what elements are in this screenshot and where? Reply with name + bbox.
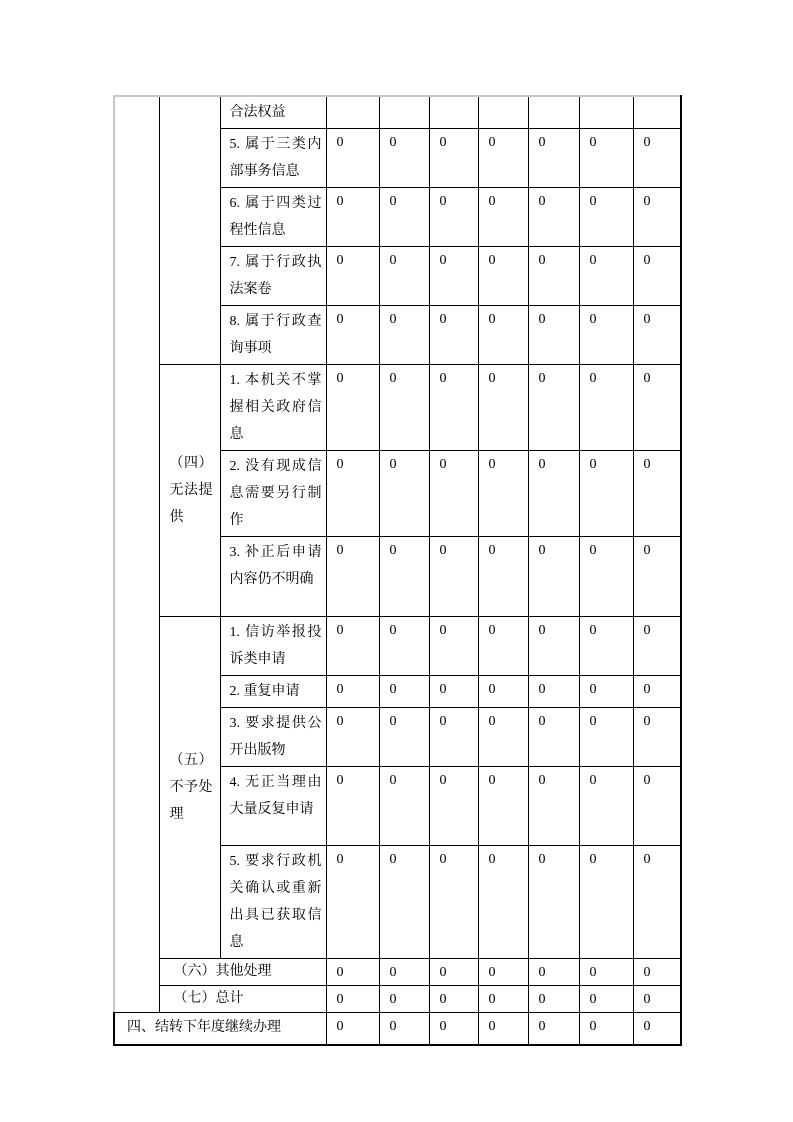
value-cell: 0 (326, 846, 379, 959)
value-cell (429, 96, 478, 129)
value-cell: 0 (326, 1013, 379, 1045)
table-row (114, 96, 681, 129)
value-cell: 0 (579, 129, 633, 188)
row-label-cell: 8. 属于行政查询事项 (220, 306, 326, 365)
value-cell: 0 (478, 1013, 528, 1045)
value-cell: 0 (326, 959, 379, 986)
row-label-cell: 1. 信访举报投诉类申请 (220, 617, 326, 676)
disclosure-report-table (113, 95, 682, 1046)
value-cell: 0 (478, 959, 528, 986)
value-cell: 0 (633, 676, 681, 708)
value-cell: 0 (579, 767, 633, 846)
value-cell: 0 (528, 617, 579, 676)
value-cell: 0 (379, 451, 429, 537)
value-cell: 0 (429, 986, 478, 1013)
summary-label-cell: （六）其他处理 (159, 959, 326, 986)
value-cell: 0 (478, 986, 528, 1013)
value-cell: 0 (633, 537, 681, 617)
value-cell: 0 (429, 767, 478, 846)
value-cell: 0 (528, 959, 579, 986)
summary-label-cell: （七）总计 (159, 986, 326, 1013)
table-row (114, 1013, 681, 1045)
value-cell: 0 (379, 188, 429, 247)
value-cell: 0 (633, 188, 681, 247)
value-cell: 0 (579, 1013, 633, 1045)
value-cell: 0 (379, 617, 429, 676)
value-cell: 0 (633, 846, 681, 959)
table-row (114, 365, 681, 451)
row-label-cell: 5. 要求行政机关确认或重新出具已获取信息 (220, 846, 326, 959)
value-cell: 0 (326, 247, 379, 306)
value-cell: 0 (579, 365, 633, 451)
row-label-cell: 3. 补正后申请内容仍不明确 (220, 537, 326, 617)
value-cell: 0 (579, 846, 633, 959)
value-cell: 0 (579, 959, 633, 986)
report-table-container (113, 95, 682, 1046)
value-cell: 0 (579, 247, 633, 306)
value-cell: 0 (326, 188, 379, 247)
value-cell: 0 (326, 306, 379, 365)
row-label-cell: 3. 要求提供公开出版物 (220, 708, 326, 767)
value-cell: 0 (429, 846, 478, 959)
value-cell: 0 (379, 247, 429, 306)
value-cell: 0 (528, 365, 579, 451)
value-cell: 0 (478, 129, 528, 188)
value-cell: 0 (579, 451, 633, 537)
value-cell (579, 96, 633, 129)
value-cell: 0 (633, 767, 681, 846)
value-cell: 0 (379, 846, 429, 959)
value-cell: 0 (379, 365, 429, 451)
value-cell (379, 96, 429, 129)
group-label-cell: （四）无法提供 (159, 365, 220, 617)
table-row (114, 959, 681, 986)
continuation-cell-left (114, 96, 159, 1013)
value-cell: 0 (528, 188, 579, 247)
value-cell (528, 96, 579, 129)
value-cell: 0 (429, 1013, 478, 1045)
value-cell: 0 (326, 617, 379, 676)
value-cell: 0 (579, 708, 633, 767)
row-label-cell: 2. 重复申请 (220, 676, 326, 708)
value-cell: 0 (429, 129, 478, 188)
value-cell: 0 (478, 767, 528, 846)
value-cell: 0 (379, 537, 429, 617)
value-cell: 0 (633, 617, 681, 676)
value-cell: 0 (478, 306, 528, 365)
value-cell: 0 (326, 676, 379, 708)
value-cell (326, 96, 379, 129)
row-label-cell: 6. 属于四类过程性信息 (220, 188, 326, 247)
value-cell: 0 (633, 708, 681, 767)
value-cell: 0 (478, 247, 528, 306)
value-cell: 0 (379, 959, 429, 986)
value-cell: 0 (528, 129, 579, 188)
value-cell: 0 (633, 306, 681, 365)
value-cell (633, 96, 681, 129)
value-cell: 0 (379, 676, 429, 708)
value-cell: 0 (579, 188, 633, 247)
section-label-cell: 四、结转下年度继续办理 (114, 1013, 326, 1045)
value-cell: 0 (579, 986, 633, 1013)
value-cell: 0 (633, 986, 681, 1013)
value-cell: 0 (478, 846, 528, 959)
value-cell: 0 (478, 708, 528, 767)
row-label-cell: 7. 属于行政执法案卷 (220, 247, 326, 306)
value-cell: 0 (579, 306, 633, 365)
value-cell: 0 (633, 129, 681, 188)
value-cell: 0 (478, 617, 528, 676)
value-cell: 0 (429, 451, 478, 537)
value-cell: 0 (326, 986, 379, 1013)
value-cell: 0 (528, 986, 579, 1013)
row-label-cell: 4. 无正当理由大量反复申请 (220, 767, 326, 846)
value-cell: 0 (429, 708, 478, 767)
value-cell: 0 (429, 676, 478, 708)
value-cell: 0 (478, 188, 528, 247)
value-cell: 0 (528, 537, 579, 617)
value-cell: 0 (429, 617, 478, 676)
value-cell: 0 (478, 451, 528, 537)
value-cell: 0 (528, 767, 579, 846)
value-cell: 0 (633, 959, 681, 986)
value-cell: 0 (579, 617, 633, 676)
continuation-cell-group (159, 96, 220, 365)
value-cell: 0 (326, 451, 379, 537)
value-cell: 0 (579, 676, 633, 708)
value-cell: 0 (429, 188, 478, 247)
value-cell: 0 (633, 365, 681, 451)
value-cell: 0 (326, 767, 379, 846)
value-cell: 0 (528, 846, 579, 959)
table-row (114, 617, 681, 676)
value-cell: 0 (429, 247, 478, 306)
value-cell: 0 (379, 986, 429, 1013)
value-cell: 0 (478, 537, 528, 617)
value-cell: 0 (429, 306, 478, 365)
group-label-cell: （五）不予处理 (159, 617, 220, 959)
value-cell: 0 (379, 708, 429, 767)
row-label-cell: 1. 本机关不掌握相关政府信息 (220, 365, 326, 451)
value-cell: 0 (429, 959, 478, 986)
value-cell: 0 (528, 1013, 579, 1045)
value-cell: 0 (478, 676, 528, 708)
value-cell: 0 (326, 537, 379, 617)
value-cell: 0 (326, 365, 379, 451)
value-cell: 0 (633, 451, 681, 537)
value-cell: 0 (379, 306, 429, 365)
value-cell: 0 (633, 247, 681, 306)
value-cell: 0 (326, 708, 379, 767)
row-label-cell: 5. 属于三类内部事务信息 (220, 129, 326, 188)
value-cell: 0 (528, 676, 579, 708)
value-cell: 0 (326, 129, 379, 188)
value-cell: 0 (528, 451, 579, 537)
value-cell: 0 (379, 129, 429, 188)
value-cell: 0 (429, 365, 478, 451)
value-cell: 0 (528, 247, 579, 306)
row-label-cell: 合法权益 (220, 96, 326, 129)
value-cell: 0 (579, 537, 633, 617)
value-cell: 0 (528, 708, 579, 767)
value-cell: 0 (379, 767, 429, 846)
row-label-cell: 2. 没有现成信息需要另行制作 (220, 451, 326, 537)
value-cell: 0 (379, 1013, 429, 1045)
value-cell (478, 96, 528, 129)
table-row (114, 986, 681, 1013)
value-cell: 0 (528, 306, 579, 365)
value-cell: 0 (429, 537, 478, 617)
value-cell: 0 (633, 1013, 681, 1045)
value-cell: 0 (478, 365, 528, 451)
